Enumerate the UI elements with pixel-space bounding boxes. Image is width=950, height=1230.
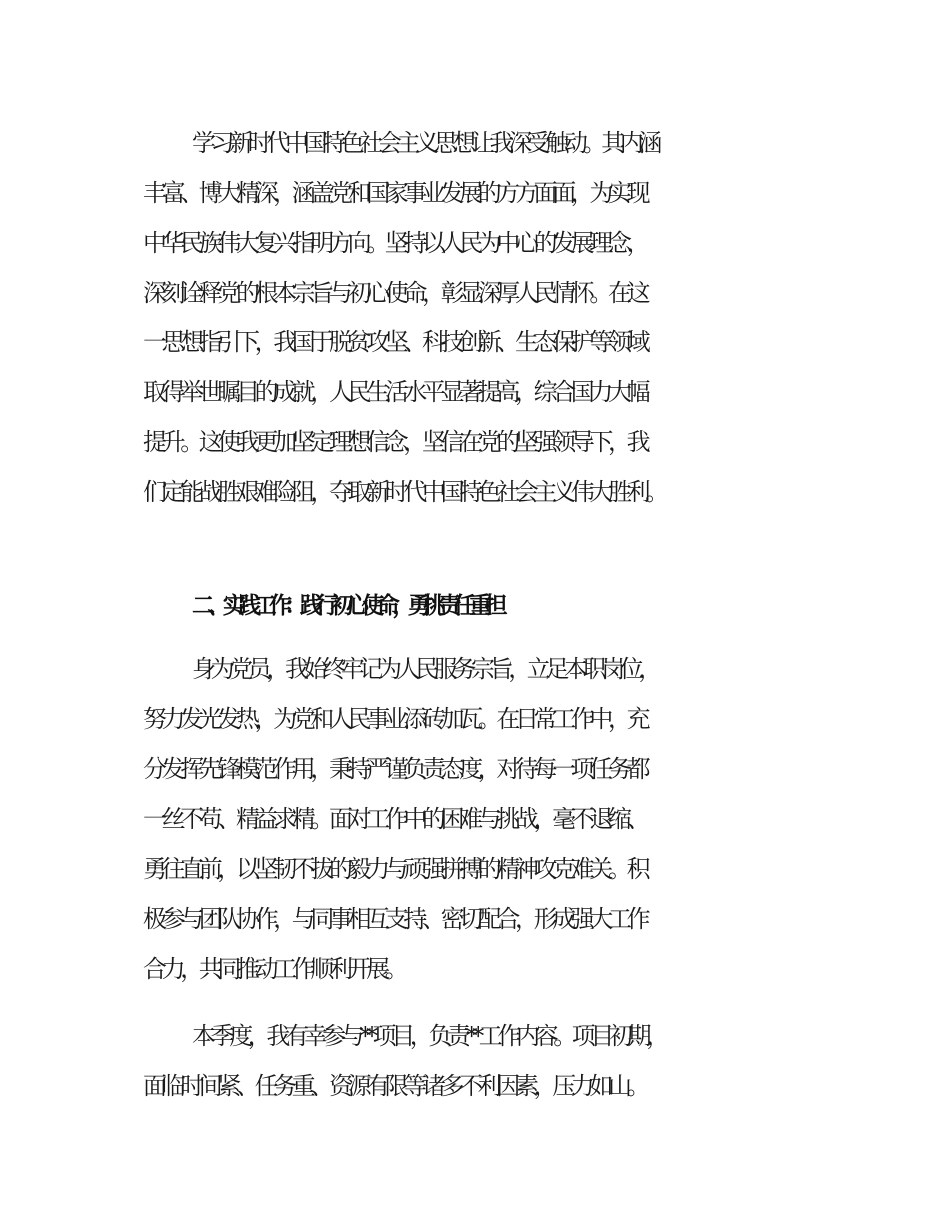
paragraph-line: 丰富、博大精深，涵盖党和国家事业发展的方方面面，为实现 [143,179,646,207]
paragraph-line: 们定能战胜艰难险阻，夺取新时代中国特色社会主义伟大胜利。 [143,478,664,506]
paragraph-line: 学习新时代中国特色社会主义思想让我深受触动。其内涵 [192,129,657,157]
paragraph-line: 一思想指引下，我国于脱贫攻坚、科技创新、生态保护等领域 [143,328,646,356]
paragraph-line: 深刻诠释党的根本宗旨与初心使命，彰显深厚人民情怀。在这 [143,279,646,307]
paragraph-line: 合力，共同推动工作顺利开展。 [143,955,404,983]
paragraph-line: 提升。这使我更加坚定理想信念，坚信在党的坚强领导下，我 [143,428,646,456]
paragraph-line: 努力发光发热，为党和人民事业添砖加瓦。在日常工作中，充 [143,705,646,733]
paragraph-line: 勇往直前，以坚韧不拔的毅力与顽强拼搏的精神攻克难关。积 [143,855,646,883]
paragraph-line: 中华民族伟大复兴指明方向。坚持以人民为中心的发展理念， [143,229,646,257]
paragraph-line: 面临时间紧、任务重、资源有限等诸多不利因素，压力如山。 [143,1072,646,1100]
paragraph-line: 极参与团队协作，与同事相互支持、密切配合，形成强大工作 [143,905,646,933]
paragraph-line: 分发挥先锋模范作用，秉持严谨负责态度，对待每一项任务都 [143,755,646,783]
paragraph-line: 取得举世瞩目的成就，人民生活水平显著提高，综合国力大幅 [143,378,646,406]
section-heading: 二、实践工作：践行初心使命，勇挑责任重担 [192,593,501,619]
paragraph-line: 本季度，我有幸参与**项目，负责**工作内容。项目初期， [192,1022,665,1050]
paragraph-line: 身为党员，我始终牢记为人民服务宗旨，立足本职岗位， [192,655,657,683]
paragraph-line: 一丝不苟、精益求精。面对工作中的困难与挑战，毫不退缩、 [143,805,646,833]
